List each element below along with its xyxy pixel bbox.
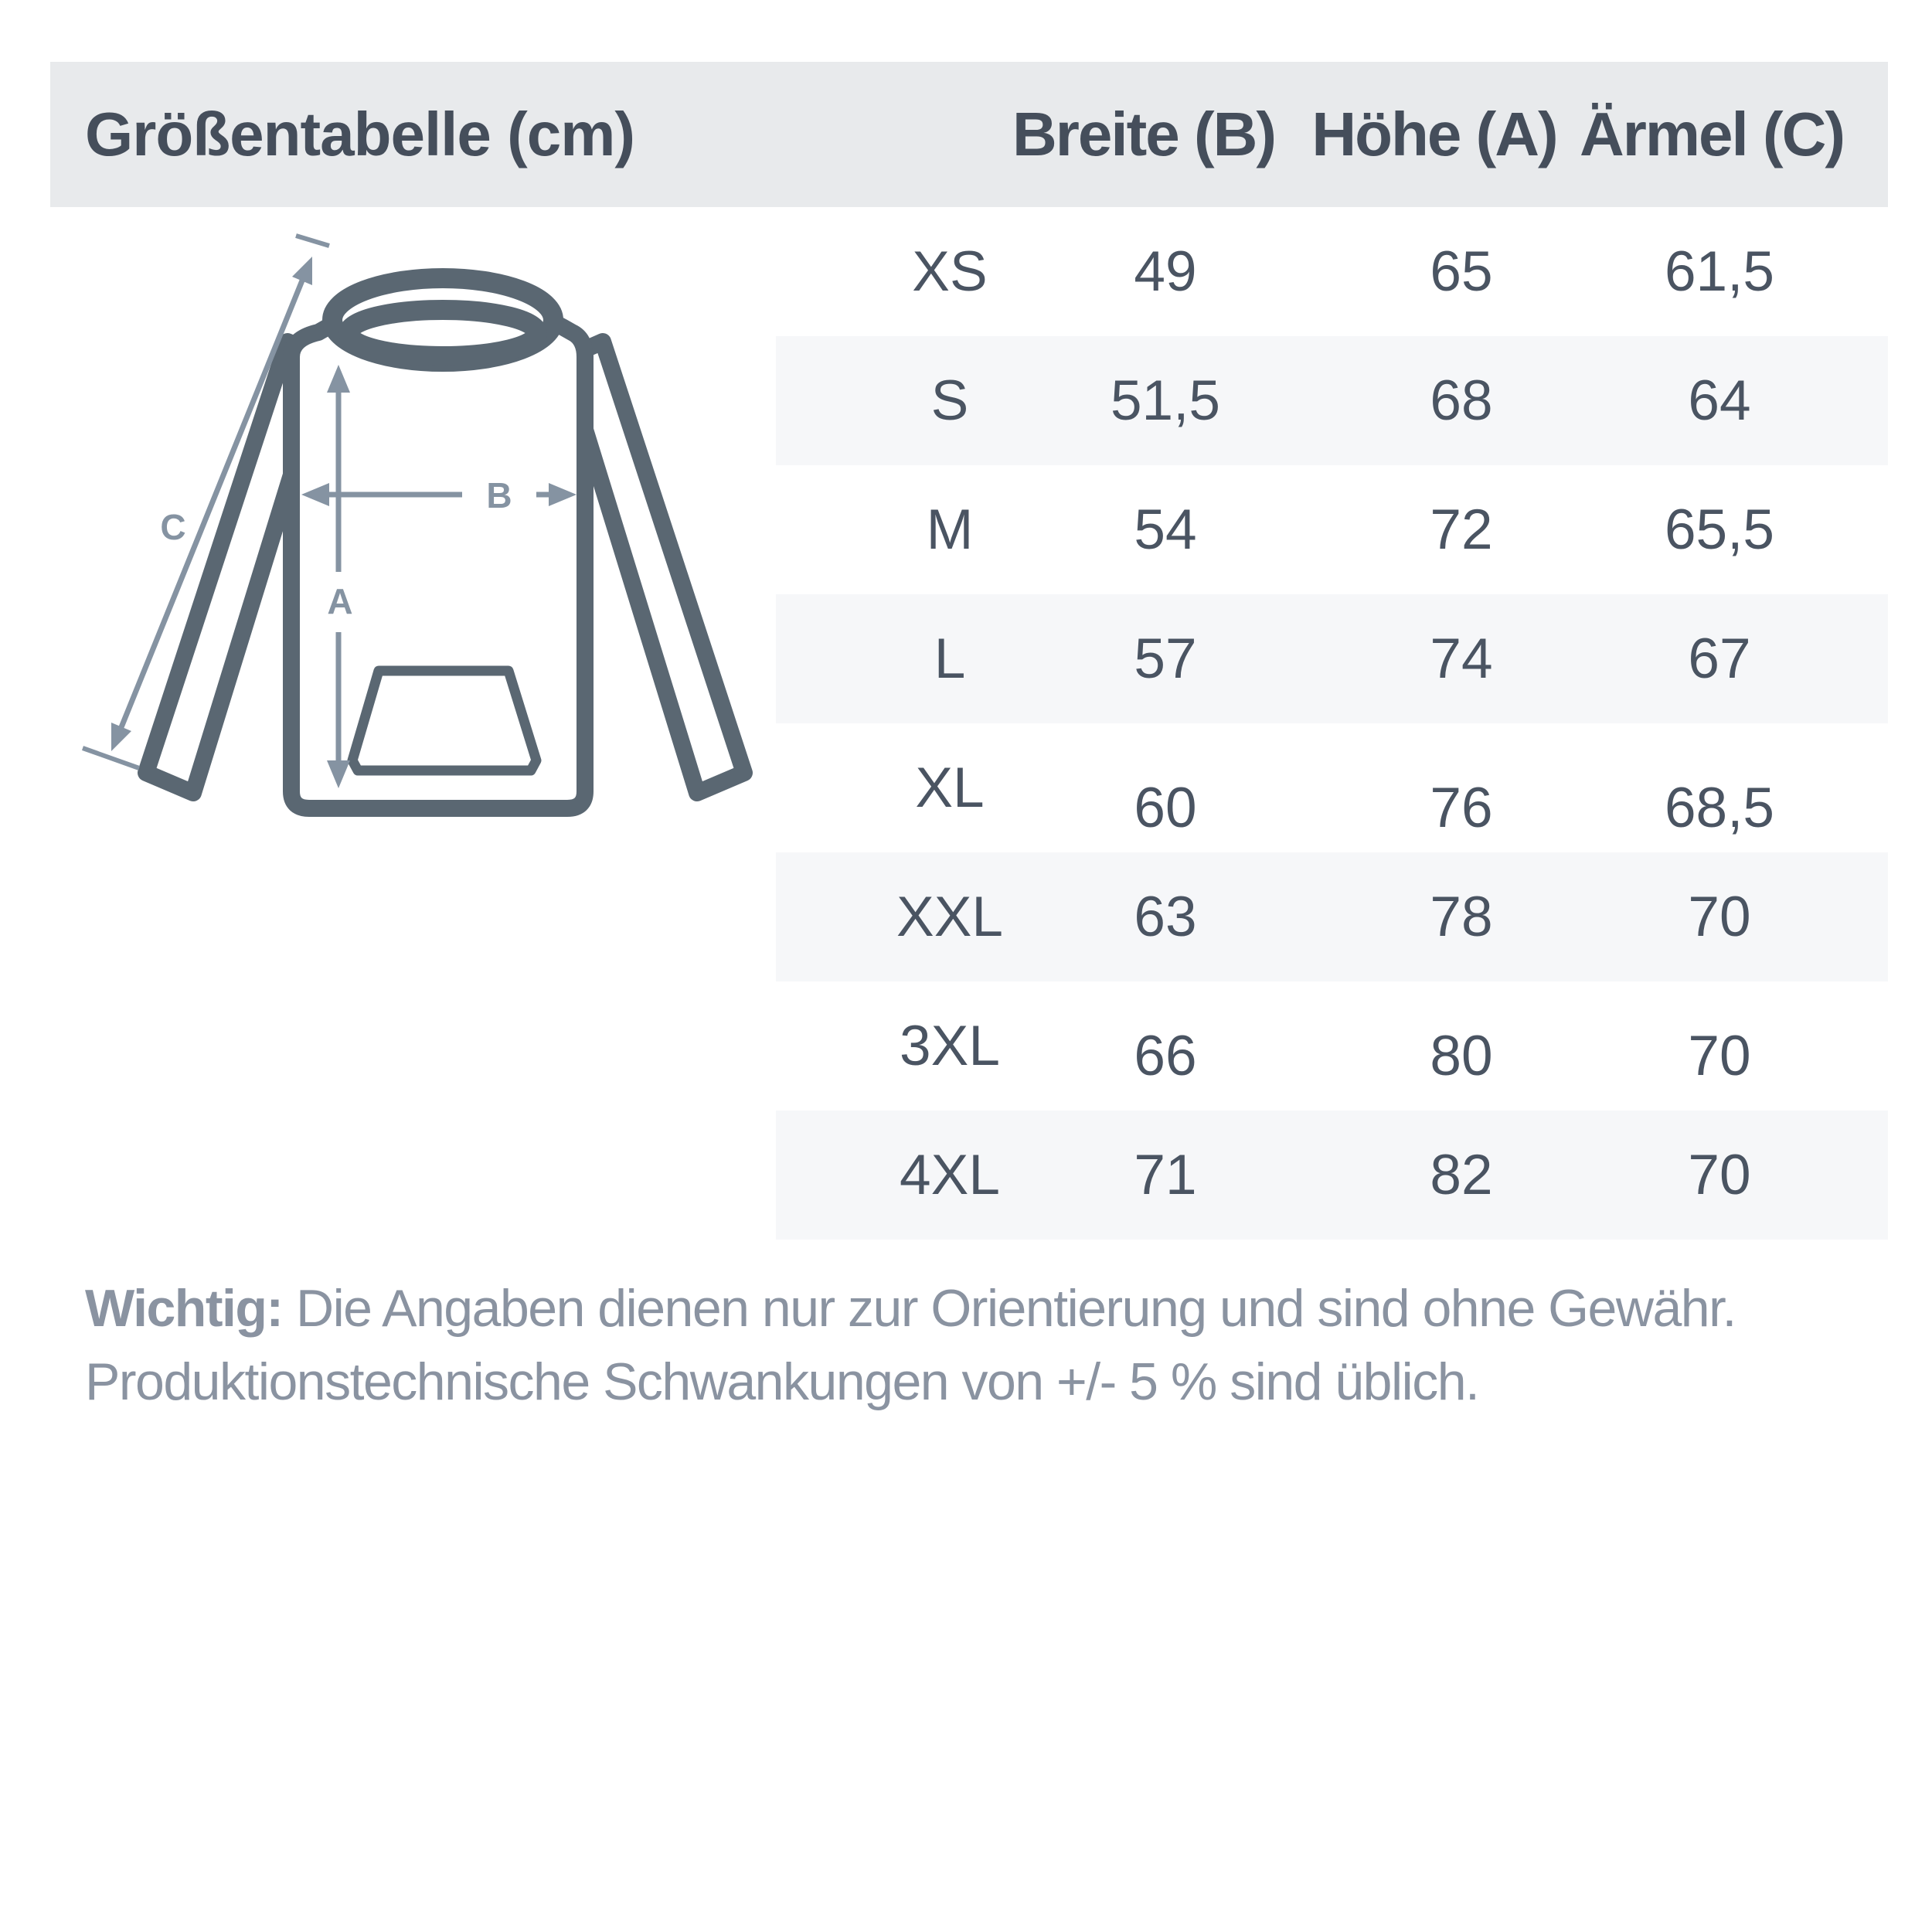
hoodie-hood-icon: [332, 278, 553, 362]
hoodie-measurement-diagram: [0, 216, 804, 835]
dim-label-b: B: [486, 475, 512, 515]
size-label: 4XL: [900, 1144, 1000, 1206]
disclaimer-text-1: Die Angaben dienen nur zur Orientierung und sind ohne Gewähr.: [282, 1279, 1736, 1338]
aermel-value: 65,5: [1664, 498, 1775, 561]
column-header-aermel: Ärmel (C): [1579, 100, 1845, 168]
aermel-value: 70: [1688, 1144, 1751, 1206]
header-bar: [50, 62, 1888, 207]
size-label: L: [934, 628, 966, 690]
hoehe-value: 76: [1430, 777, 1493, 839]
dim-label-a: A: [327, 581, 353, 621]
disclaimer-bold-label: Wichtig:: [85, 1279, 283, 1338]
disclaimer-line-1: [85, 1272, 1862, 1345]
size-label: 3XL: [900, 1015, 1000, 1077]
table-row-xl: [776, 723, 1888, 852]
breite-value: 63: [1134, 886, 1197, 948]
breite-value: 60: [1134, 777, 1197, 839]
breite-value: 66: [1134, 1025, 1197, 1087]
breite-value: 71: [1134, 1144, 1197, 1206]
table-row-4xl: [776, 1111, 1888, 1240]
hoodie-pocket-icon: [352, 671, 536, 770]
table-row-xxl: [776, 852, 1888, 981]
aermel-value: 68,5: [1664, 777, 1775, 839]
hoehe-value: 80: [1430, 1025, 1493, 1087]
table-row-s: [776, 336, 1888, 465]
aermel-value: 67: [1688, 628, 1751, 690]
disclaimer-line-2: Produktionstechnische Schwankungen von +/- 5 % sind üblich.: [85, 1352, 1479, 1411]
page-title: Größentabelle (cm): [85, 100, 635, 168]
breite-value: 51,5: [1110, 369, 1221, 432]
size-label: XXL: [896, 886, 1003, 948]
aermel-value: 64: [1688, 369, 1751, 432]
column-header-hoehe: Höhe (A): [1311, 100, 1557, 168]
hoehe-value: 65: [1430, 240, 1493, 303]
column-header-breite: Breite (B): [1012, 100, 1276, 168]
size-label: M: [926, 498, 974, 561]
breite-value: 57: [1134, 628, 1197, 690]
hoehe-value: 74: [1430, 628, 1493, 690]
dim-label-c: C: [160, 507, 186, 547]
table-row-3xl: [776, 981, 1888, 1111]
size-label: XS: [912, 240, 988, 303]
hoehe-value: 68: [1430, 369, 1493, 432]
aermel-value: 61,5: [1664, 240, 1775, 303]
breite-value: 49: [1134, 240, 1197, 303]
table-row-l: [776, 594, 1888, 723]
aermel-value: 70: [1688, 1025, 1751, 1087]
size-table: [776, 207, 1888, 1240]
hoehe-value: 82: [1430, 1144, 1493, 1206]
hoehe-value: 78: [1430, 886, 1493, 948]
table-row-m: [776, 465, 1888, 594]
size-label: XL: [915, 757, 985, 819]
hoehe-value: 72: [1430, 498, 1493, 561]
aermel-value: 70: [1688, 886, 1751, 948]
size-label: S: [930, 369, 969, 432]
breite-value: 54: [1134, 498, 1197, 561]
table-row-xs: [776, 207, 1888, 336]
disclaimer-note: [85, 1272, 1862, 1419]
